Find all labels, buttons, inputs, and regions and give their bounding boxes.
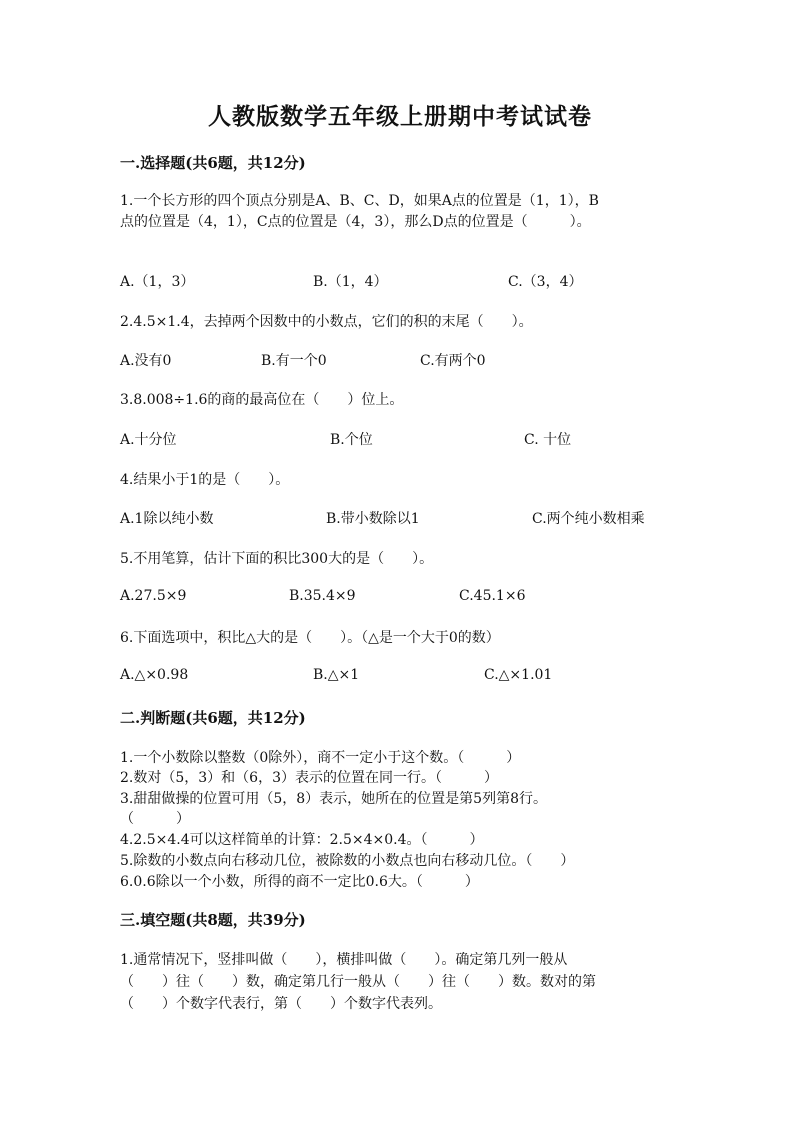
option-c: C.有两个0: [420, 353, 486, 369]
option-c: C.两个纯小数相乘: [532, 511, 645, 527]
option-a: A.（1，3）: [120, 274, 195, 290]
section-heading-choice: 一.选择题(共6题，共12分): [120, 154, 306, 172]
question-text: 5.不用笔算，估计下面的积比300大的是（ ）。: [120, 551, 434, 567]
option-b: B.35.4×9: [289, 588, 356, 604]
option-c: C. 十位: [524, 432, 572, 448]
section-heading-fill: 三.填空题(共8题，共39分): [120, 911, 306, 929]
option-a: A.没有0: [120, 353, 172, 369]
page-title: 人教版数学五年级上册期中考试试卷: [208, 103, 592, 130]
option-a: A.1除以纯小数: [120, 511, 214, 527]
option-a: A.十分位: [120, 432, 177, 448]
question-text: （ ）: [120, 811, 190, 827]
question-text: 5.除数的小数点向右移动几位，被除数的小数点也向右移动几位。（ ）: [120, 853, 575, 869]
option-c: C.△×1.01: [484, 667, 553, 683]
option-b: B.带小数除以1: [326, 511, 420, 527]
option-b: B.△×1: [313, 667, 360, 683]
question-text: 2.数对（5，3）和（6，3）表示的位置在同一行。（ ）: [120, 770, 498, 786]
question-text: 4.2.5×4.4可以这样简单的计算：2.5×4×0.4。（ ）: [120, 832, 484, 848]
question-text: 2.4.5×1.4，去掉两个因数中的小数点，它们的积的末尾（ ）。: [120, 314, 533, 330]
question-text: 1.通常情况下，竖排叫做（ ），横排叫做（ ）。确定第几列一般从: [120, 952, 568, 968]
question-text: （ ）往（ ）数，确定第几行一般从（ ）往（ ）数。数对的第: [120, 974, 596, 990]
question-text: 点的位置是（4，1），C点的位置是（4，3），那么D点的位置是（ ）。: [120, 214, 591, 230]
option-b: B.（1，4）: [313, 274, 388, 290]
option-b: B.有一个0: [261, 353, 327, 369]
option-c: C.45.1×6: [459, 588, 526, 604]
question-text: 1.一个小数除以整数（0除外），商不一定小于这个数。（ ）: [120, 750, 521, 766]
option-c: C.（3，4）: [508, 274, 583, 290]
question-text: 4.结果小于1的是（ ）。: [120, 472, 290, 488]
option-a: A.27.5×9: [120, 588, 187, 604]
option-b: B.个位: [330, 432, 373, 448]
section-heading-judgement: 二.判断题(共6题，共12分): [120, 709, 306, 727]
question-text: （ ）个数字代表行，第（ ）个数字代表列。: [120, 996, 442, 1012]
question-text: 1.一个长方形的四个顶点分别是A、B、C、D，如果A点的位置是（1，1），B: [120, 193, 599, 209]
question-text: 6.下面选项中，积比△大的是（ ）。（△是一个大于0的数）: [120, 630, 500, 646]
question-text: 3.甜甜做操的位置可用（5，8）表示，她所在的位置是第5列第8行。: [120, 791, 547, 807]
question-text: 3.8.008÷1.6的商的最高位在（ ）位上。: [120, 392, 404, 408]
option-a: A.△×0.98: [120, 667, 189, 683]
question-text: 6.0.6除以一个小数，所得的商不一定比0.6大。（ ）: [120, 874, 479, 890]
